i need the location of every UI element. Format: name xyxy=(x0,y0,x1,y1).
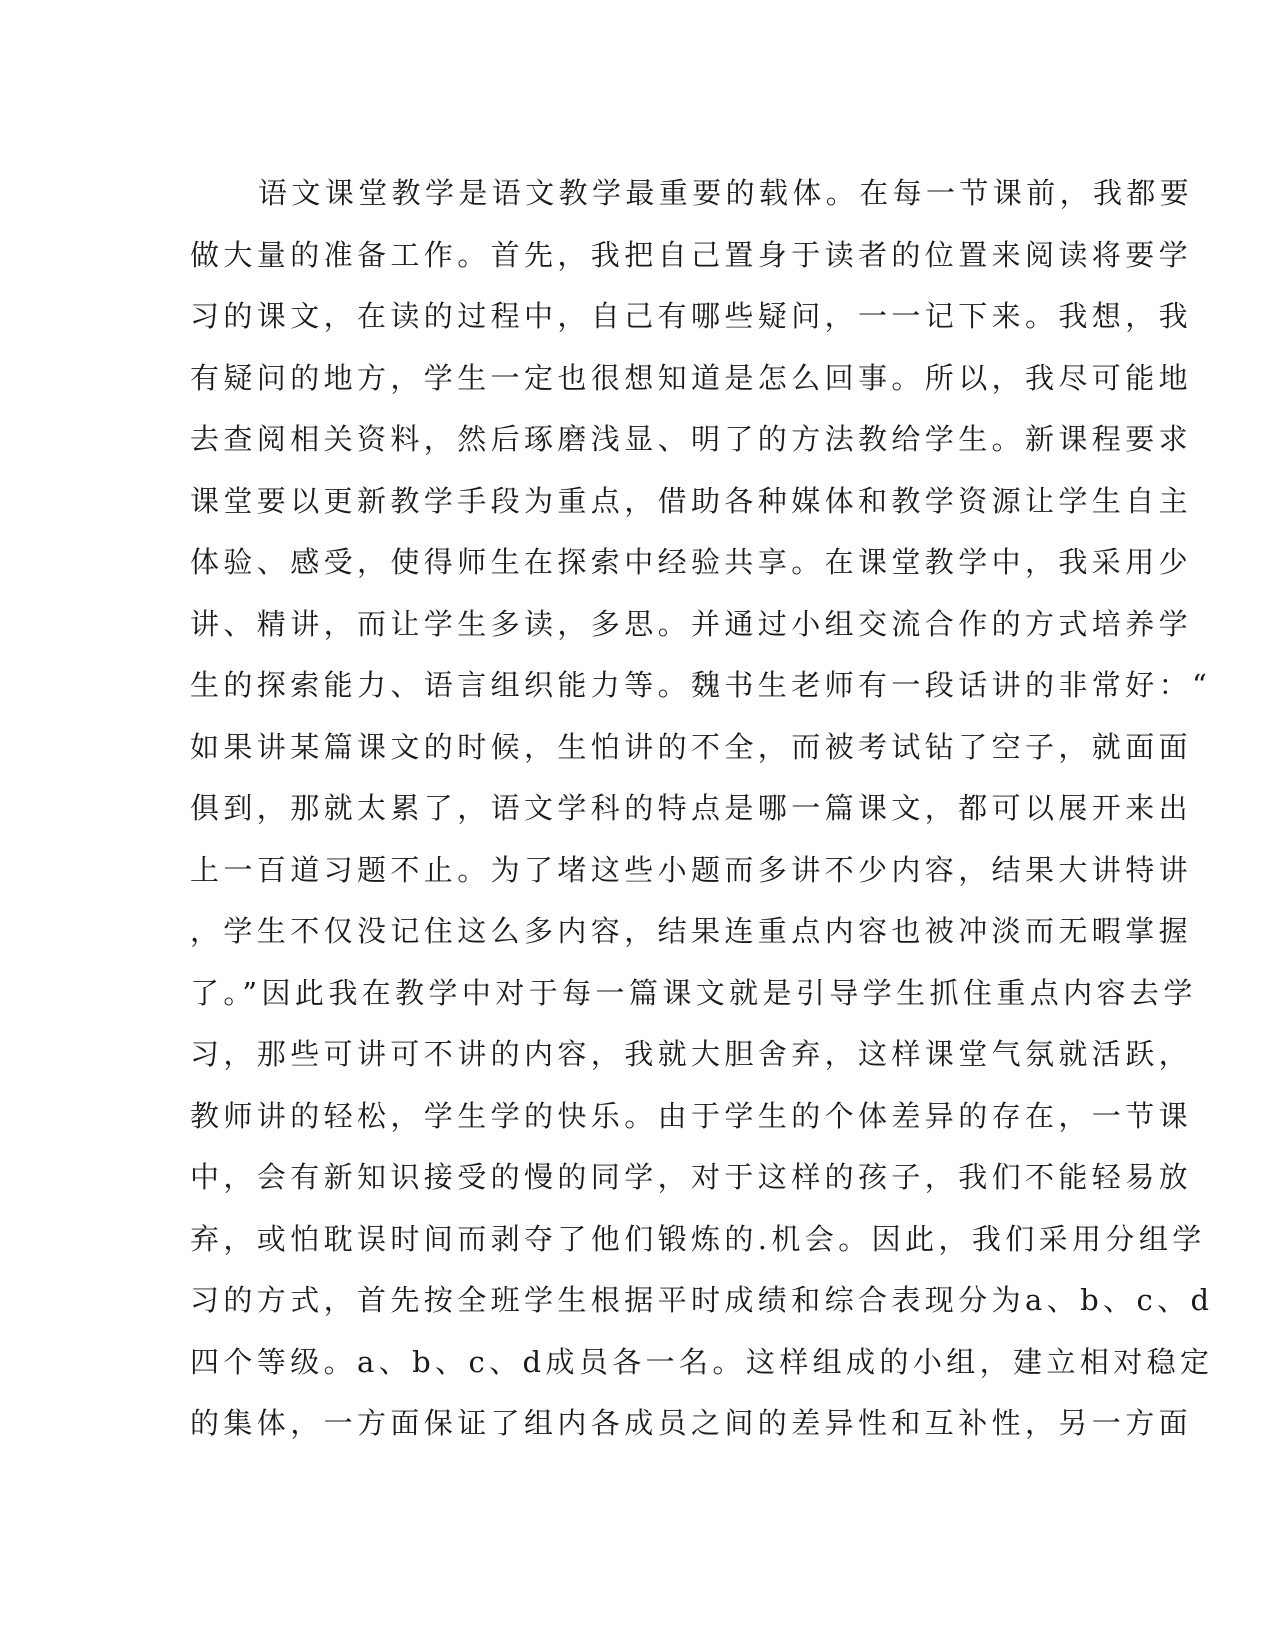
paragraph-line: 上一百道习题不止。为了堵这些小题而多讲不少内容，结果大讲特讲 xyxy=(190,852,1193,887)
paragraph-line: 习的方式，首先按全班学生根据平时成绩和综合表现分为a、b、c、d xyxy=(190,1283,1214,1317)
paragraph-line: 了。”因此我在教学中对于每一篇课文就是引导学生抓住重点内容去学 xyxy=(190,975,1197,1010)
paragraph-line: 俱到，那就太累了，语文学科的特点是哪一篇课文，都可以展开来出 xyxy=(190,791,1193,825)
paragraph-line: 中，会有新知识接受的慢的同学，对于这样的孩子，我们不能轻易放 xyxy=(190,1160,1193,1194)
paragraph-line: 做大量的准备工作。首先，我把自己置身于读者的位置来阅读将要学 xyxy=(190,237,1193,272)
paragraph-line: 习，那些可讲可不讲的内容，我就大胆舍弃，这样课堂气氛就活跃， xyxy=(190,1037,1193,1071)
paragraph-line: 去查阅相关资料，然后琢磨浅显、明了的方法教给学生。新课程要求 xyxy=(190,422,1193,456)
paragraph-line: 语文课堂教学是语文教学最重要的载体。在每一节课前，我都要 xyxy=(258,176,1194,210)
paragraph-line: 习的课文，在读的过程中，自己有哪些疑问，一一记下来。我想，我 xyxy=(190,299,1193,333)
paragraph-line: 有疑问的地方，学生一定也很想知道是怎么回事。所以，我尽可能地 xyxy=(190,360,1193,395)
paragraph-line: ，学生不仅没记住这么多内容，结果连重点内容也被冲淡而无暇掌握 xyxy=(190,914,1193,948)
paragraph-line: 课堂要以更新教学手段为重点，借助各种媒体和教学资源让学生自主 xyxy=(190,483,1193,518)
body-paragraph xyxy=(190,163,1214,1455)
paragraph-line: 体验、感受，使得师生在探索中经验共享。在课堂教学中，我采用少 xyxy=(190,545,1193,579)
paragraph-line: 生的探索能力、语言组织能力等。魏书生老师有一段话讲的非常好：“ xyxy=(190,668,1212,702)
paragraph-line: 弃，或怕耽误时间而剥夺了他们锻炼的.机会。因此，我们采用分组学 xyxy=(190,1221,1206,1256)
paragraph-line: 教师讲的轻松，学生学的快乐。由于学生的个体差异的存在，一节课 xyxy=(190,1098,1193,1133)
paragraph-line: 如果讲某篇课文的时候，生怕讲的不全，而被考试钻了空子，就面面 xyxy=(190,729,1193,764)
paragraph-line: 的集体，一方面保证了组内各成员之间的差异性和互补性，另一方面 xyxy=(190,1406,1193,1440)
paragraph-line: 四个等级。a、b、c、d成员各一名。这样组成的小组，建立相对稳定 xyxy=(190,1344,1214,1379)
paragraph-line: 讲、精讲，而让学生多读，多思。并通过小组交流合作的方式培养学 xyxy=(190,606,1193,641)
